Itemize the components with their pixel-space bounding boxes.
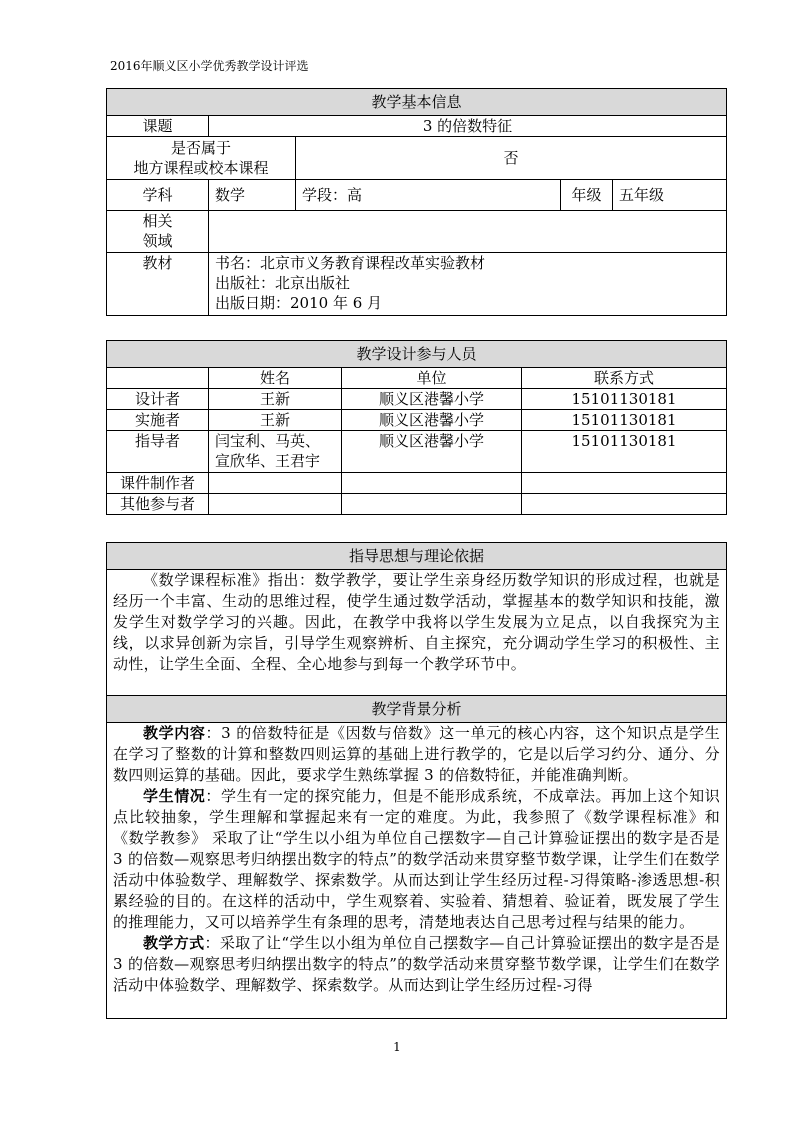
- header-contact: 联系方式: [522, 368, 727, 389]
- related-label: [107, 211, 209, 253]
- empty-cell: [522, 473, 727, 494]
- table-row: [107, 473, 727, 494]
- local-course-label-line1: 是否属于: [170, 139, 231, 157]
- role-courseware-maker: 课件制作者: [107, 473, 209, 494]
- local-course-label-line2: 地方课程或校本课程: [133, 159, 269, 177]
- table-row: [107, 389, 727, 410]
- basic-info-table: [106, 88, 727, 316]
- textbook-value: [209, 253, 727, 316]
- participant-contact: 15101130181: [522, 431, 727, 473]
- textbook-line-1: 书名：北京市义务教育课程改革实验教材: [215, 254, 486, 272]
- guiding-title: 指导思想与理论依据: [107, 543, 727, 570]
- background-title: 教学背景分析: [107, 696, 727, 723]
- background-body: [107, 723, 727, 1019]
- advisor-names-line2: 宣欣华、王君宇: [215, 452, 321, 470]
- content-paragraph: [113, 723, 720, 786]
- basic-info-title: 教学基本信息: [107, 89, 727, 116]
- local-course-value: 否: [296, 137, 727, 180]
- participants-title: 教学设计参与人员: [107, 341, 727, 368]
- content-label: 教学内容: [143, 724, 206, 742]
- participant-name: [209, 431, 342, 473]
- participant-contact: 15101130181: [522, 410, 727, 431]
- participant-name: 王新: [209, 389, 342, 410]
- related-label-line1: 相关: [142, 212, 173, 230]
- analysis-table: [106, 542, 727, 1019]
- empty-cell: [209, 473, 342, 494]
- guiding-paragraph: 《数学课程标准》指出：数学教学，要让学生亲身经历数学知识的形成过程，也就是经历一个丰富、生动的思维过程，使学生通过数学活动，掌握基本的数学知识和技能，激发学生对数学学习的兴趣。因此，在教学中我将以学生发展为立足点，以自我探究为主线，以求异创新为宗旨，引导学生观察辨析、自主探究，充分调动学生学习的积极性、主动性，让学生全面、全程、全心地参与到每一个教学环节中。: [113, 571, 720, 673]
- empty-cell: [342, 473, 522, 494]
- role-implementer: 实施者: [107, 410, 209, 431]
- page-header: 2016年顺义区小学优秀教学设计评选: [110, 59, 309, 73]
- local-course-label: [107, 137, 296, 180]
- participant-unit: 顺义区港馨小学: [342, 389, 522, 410]
- table-row: [107, 431, 727, 473]
- grade-value: 五年级: [613, 180, 727, 211]
- stage-label: 学段：高: [296, 180, 561, 211]
- grade-label: 年级: [561, 180, 613, 211]
- method-paragraph: [113, 933, 720, 996]
- header-name: 姓名: [209, 368, 342, 389]
- table-row: [107, 494, 727, 515]
- student-paragraph: [113, 786, 720, 933]
- related-value: [209, 211, 727, 253]
- empty-cell: [522, 494, 727, 515]
- role-other-participants: 其他参与者: [107, 494, 209, 515]
- empty-cell: [209, 494, 342, 515]
- textbook-line-2: 出版社：北京出版社: [215, 274, 351, 292]
- page-number: 1: [393, 1040, 401, 1054]
- method-label: 教学方式: [143, 934, 205, 952]
- empty-cell: [342, 494, 522, 515]
- participant-contact: 15101130181: [522, 389, 727, 410]
- topic-label: 课题: [107, 116, 209, 137]
- student-label: 学生情况: [143, 787, 206, 805]
- participant-name: 王新: [209, 410, 342, 431]
- guiding-body: [107, 570, 727, 696]
- participant-unit: 顺义区港馨小学: [342, 410, 522, 431]
- related-label-line2: 领域: [142, 232, 173, 250]
- subject-value: 数学: [209, 180, 296, 211]
- role-advisor: 指导者: [107, 431, 209, 473]
- participant-unit: 顺义区港馨小学: [342, 431, 522, 473]
- content-text: ：3 的倍数特征是《因数与倍数》这一单元的核心内容，这个知识点是学生在学习了整数的计算和整数四则运算的基础上进行教学的，它是以后学习约分、通分、分数四则运算的基础。因此，要求学生熟练掌握 3 的倍数特征，并能准确判断。: [113, 724, 721, 784]
- participants-header-empty: [107, 368, 209, 389]
- table-row: [107, 410, 727, 431]
- student-text: ：学生有一定的探究能力，但是不能形成系统，不成章法。再加上这个知识点比较抽象，学生理解和掌握起来有一定的难度。为此，我参照了《数学课程标准》和《数学教参》 采取了让“学生以小组为单位自己摆数字—自己计算验证摆出的数字是否是 3 的倍数—观察思考归纳摆出数字的特点”的数学活动来贯穿整节数学课，让学生们在数学活动中体验数学、理解数学、探索数学。从而达到让学生经历过程-习得策略-渗透思想-积累经验的目的。在这样的活动中，学生观察着、实验着、猜想着、验证着，既发展了学生的推理能力，又可以培养学生有条理的思考，清楚地表达自己思考过程与结果的能力。: [113, 787, 721, 931]
- role-designer: 设计者: [107, 389, 209, 410]
- advisor-names-line1: 闫宝利、马英、: [215, 432, 321, 450]
- subject-label: 学科: [107, 180, 209, 211]
- textbook-label: 教材: [107, 253, 209, 316]
- topic-value: 3 的倍数特征: [209, 116, 727, 137]
- method-text: ：采取了让“学生以小组为单位自己摆数字—自己计算验证摆出的数字是否是 3 的倍数—观察思考归纳摆出数字的特点”的数学活动来贯穿整节数学课，让学生们在数学活动中体验数学、理解数学、探索数学。从而达到让学生经历过程-习得: [113, 934, 721, 994]
- header-unit: 单位: [342, 368, 522, 389]
- textbook-line-3: 出版日期：2010 年 6 月: [215, 294, 383, 312]
- participants-table: [106, 340, 727, 515]
